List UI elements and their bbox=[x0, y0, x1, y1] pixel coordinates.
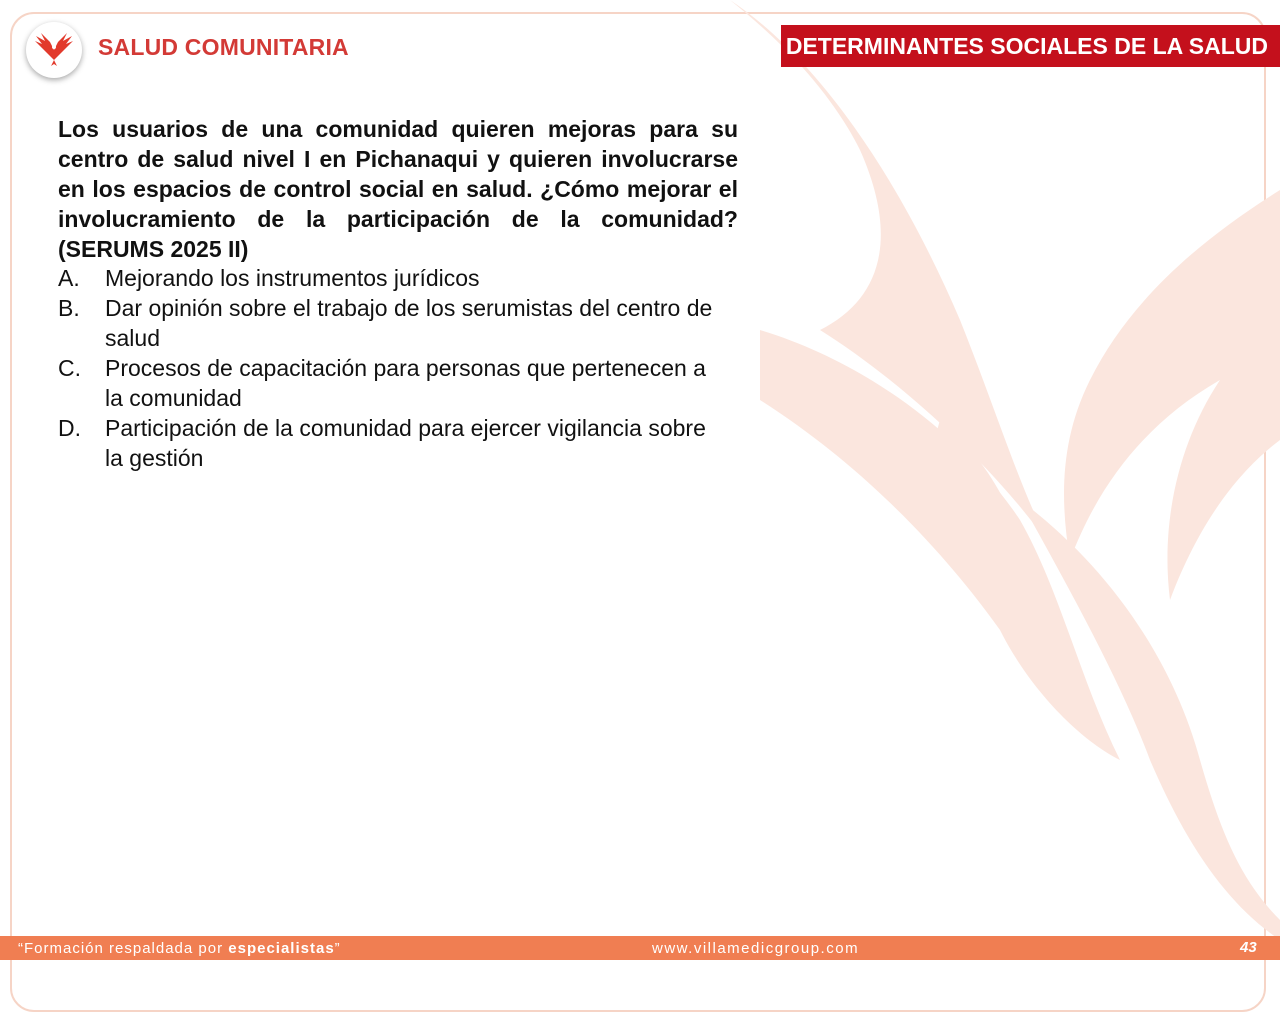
option-text: Dar opinión sobre el trabajo de los serumistas del centro de salud bbox=[105, 295, 713, 351]
footer-url[interactable]: www.villamedicgroup.com bbox=[652, 940, 860, 957]
question-text: Los usuarios de una comunidad quieren mejoras para su centro de salud nivel I en Pichanaqui y quieren involucrarse en los espacios de control social en salud. ¿Cómo mejorar el involucramiento de la participación de la comunidad? (SERUMS 2025 II) bbox=[58, 116, 738, 262]
option-a bbox=[58, 263, 718, 293]
option-letter: C. bbox=[58, 355, 81, 381]
section-banner bbox=[781, 25, 1280, 67]
page-number: 43 bbox=[1240, 939, 1257, 956]
option-letter: D. bbox=[58, 415, 81, 441]
footer-bar bbox=[0, 936, 1280, 960]
option-c bbox=[58, 353, 718, 413]
footer-slogan bbox=[18, 940, 341, 957]
option-letter: B. bbox=[58, 295, 80, 321]
brand-logo bbox=[26, 22, 82, 78]
phoenix-logo-icon bbox=[32, 30, 76, 70]
section-title: DETERMINANTES SOCIALES DE LA SALUD bbox=[785, 32, 1268, 59]
option-text: Participación de la comunidad para ejercer vigilancia sobre la gestión bbox=[105, 415, 706, 471]
option-b bbox=[58, 293, 718, 353]
phoenix-watermark-icon bbox=[700, 0, 1280, 940]
answer-options bbox=[58, 263, 718, 473]
slogan-suffix: ” bbox=[334, 940, 341, 957]
option-text: Mejorando los instrumentos jurídicos bbox=[105, 265, 480, 291]
option-d bbox=[58, 413, 718, 473]
brand-title: SALUD COMUNITARIA bbox=[98, 34, 349, 60]
option-letter: A. bbox=[58, 265, 80, 291]
slogan-prefix: “Formación respaldada por bbox=[18, 940, 229, 957]
slogan-bold: especialistas bbox=[228, 940, 335, 957]
option-text: Procesos de capacitación para personas que pertenecen a la comunidad bbox=[105, 355, 706, 411]
